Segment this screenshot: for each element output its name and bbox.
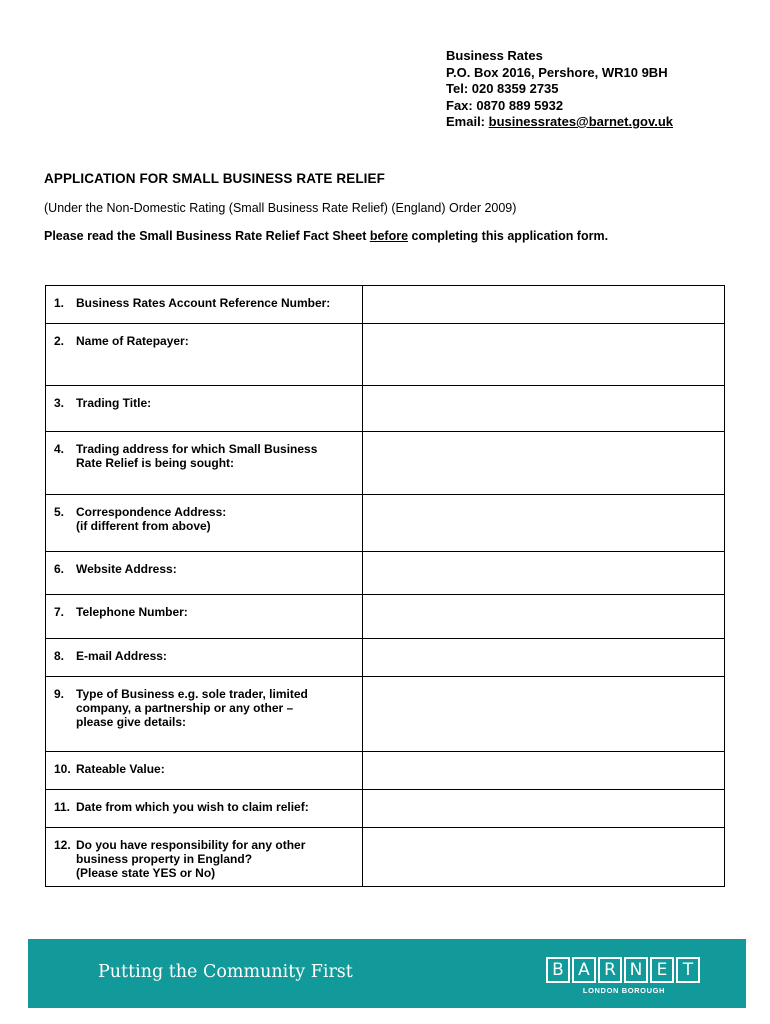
question-cell [46, 595, 363, 639]
fax: Fax: 0870 889 5932 [446, 97, 564, 113]
answer-field[interactable] [363, 432, 725, 495]
question-label [46, 752, 362, 776]
question-text: Correspondence Address: (if different from above) [76, 505, 227, 533]
logo-letter: N [624, 957, 648, 983]
question-number: 7. [54, 605, 65, 619]
question-text: Telephone Number: [76, 605, 188, 619]
question-text: Business Rates Account Reference Number: [76, 296, 331, 310]
question-label [46, 495, 362, 533]
notice-text-start: Please read the Small Business Rate Relief Fact Sheet [44, 229, 370, 243]
form-row [46, 552, 725, 595]
form-title: APPLICATION FOR SMALL BUSINESS RATE RELIEF [44, 171, 385, 186]
answer-field[interactable] [363, 386, 725, 432]
form-subtitle: (Under the Non-Domestic Rating (Small Business Rate Relief) (England) Order 2009) [44, 201, 517, 215]
department-name: Business Rates [446, 48, 543, 63]
question-cell [46, 386, 363, 432]
form-row [46, 639, 725, 677]
contact-block [446, 48, 673, 131]
question-text: E-mail Address: [76, 649, 167, 663]
email-link[interactable]: businessrates@barnet.gov.uk [488, 114, 674, 129]
logo-letters [546, 957, 702, 983]
barnet-logo [546, 957, 702, 995]
form-row [46, 752, 725, 790]
footer-banner [28, 939, 746, 1008]
question-cell [46, 828, 363, 887]
question-number: 6. [54, 562, 65, 576]
logo-letter: E [650, 957, 674, 983]
form-row [46, 677, 725, 752]
question-number: 3. [54, 396, 65, 410]
question-label [46, 828, 362, 880]
question-cell [46, 552, 363, 595]
form-row [46, 386, 725, 432]
question-text: Website Address: [76, 562, 177, 576]
answer-field[interactable] [363, 495, 725, 552]
question-number: 12. [54, 838, 71, 852]
email-label: Email: [446, 114, 489, 129]
answer-field[interactable] [363, 677, 725, 752]
telephone: Tel: 020 8359 2735 [446, 81, 559, 96]
question-text: Do you have responsibility for any other business property in England? (Please state YES or No) [76, 838, 306, 880]
question-number: 11. [54, 800, 71, 814]
question-number: 4. [54, 442, 65, 456]
question-label [46, 639, 362, 663]
form-row [46, 432, 725, 495]
notice-emphasis: before [369, 229, 409, 243]
question-cell [46, 752, 363, 790]
form-row [46, 286, 725, 324]
question-cell [46, 677, 363, 752]
question-number: 10. [54, 762, 71, 776]
postal-address: P.O. Box 2016, Pershore, WR10 9BH [446, 64, 668, 80]
question-text: Trading Title: [76, 396, 152, 410]
answer-field[interactable] [363, 639, 725, 677]
answer-field[interactable] [363, 552, 725, 595]
question-label [46, 677, 362, 729]
question-number: 1. [54, 296, 65, 310]
answer-field[interactable] [363, 595, 725, 639]
notice-text-end: completing this application form. [408, 229, 609, 243]
question-label [46, 432, 362, 470]
logo-letter: A [572, 957, 596, 983]
question-label [46, 286, 362, 310]
question-text: Date from which you wish to claim relief: [76, 800, 309, 814]
logo-letter: R [598, 957, 622, 983]
question-label [46, 552, 362, 576]
form-row [46, 790, 725, 828]
logo-letter: T [676, 957, 700, 983]
question-cell [46, 495, 363, 552]
form-row [46, 828, 725, 887]
question-number: 9. [54, 687, 65, 701]
question-number: 2. [54, 334, 65, 348]
question-cell [46, 286, 363, 324]
answer-field[interactable] [363, 752, 725, 790]
question-cell [46, 432, 363, 495]
question-text: Name of Ratepayer: [76, 334, 189, 348]
question-cell [46, 790, 363, 828]
question-number: 5. [54, 505, 65, 519]
email-line [446, 114, 673, 131]
fact-sheet-notice [44, 229, 608, 243]
footer-slogan: Putting the Community First [98, 962, 353, 982]
application-form-table [45, 285, 725, 887]
logo-letter: B [546, 957, 570, 983]
question-text: Rateable Value: [76, 762, 165, 776]
question-text: Trading address for which Small Business Rate Relief is being sought: [76, 442, 318, 470]
question-label [46, 790, 362, 814]
question-text: Type of Business e.g. sole trader, limited company, a partnership or any other – please give details: [76, 687, 308, 729]
answer-field[interactable] [363, 324, 725, 386]
question-cell [46, 324, 363, 386]
logo-subtitle: LONDON BOROUGH [582, 986, 666, 995]
question-label [46, 324, 362, 348]
answer-field[interactable] [363, 828, 725, 887]
question-label [46, 386, 362, 410]
answer-field[interactable] [363, 286, 725, 324]
question-label [46, 595, 362, 619]
form-row [46, 595, 725, 639]
question-number: 8. [54, 649, 65, 663]
form-row [46, 324, 725, 386]
question-cell [46, 639, 363, 677]
answer-field[interactable] [363, 790, 725, 828]
form-row [46, 495, 725, 552]
